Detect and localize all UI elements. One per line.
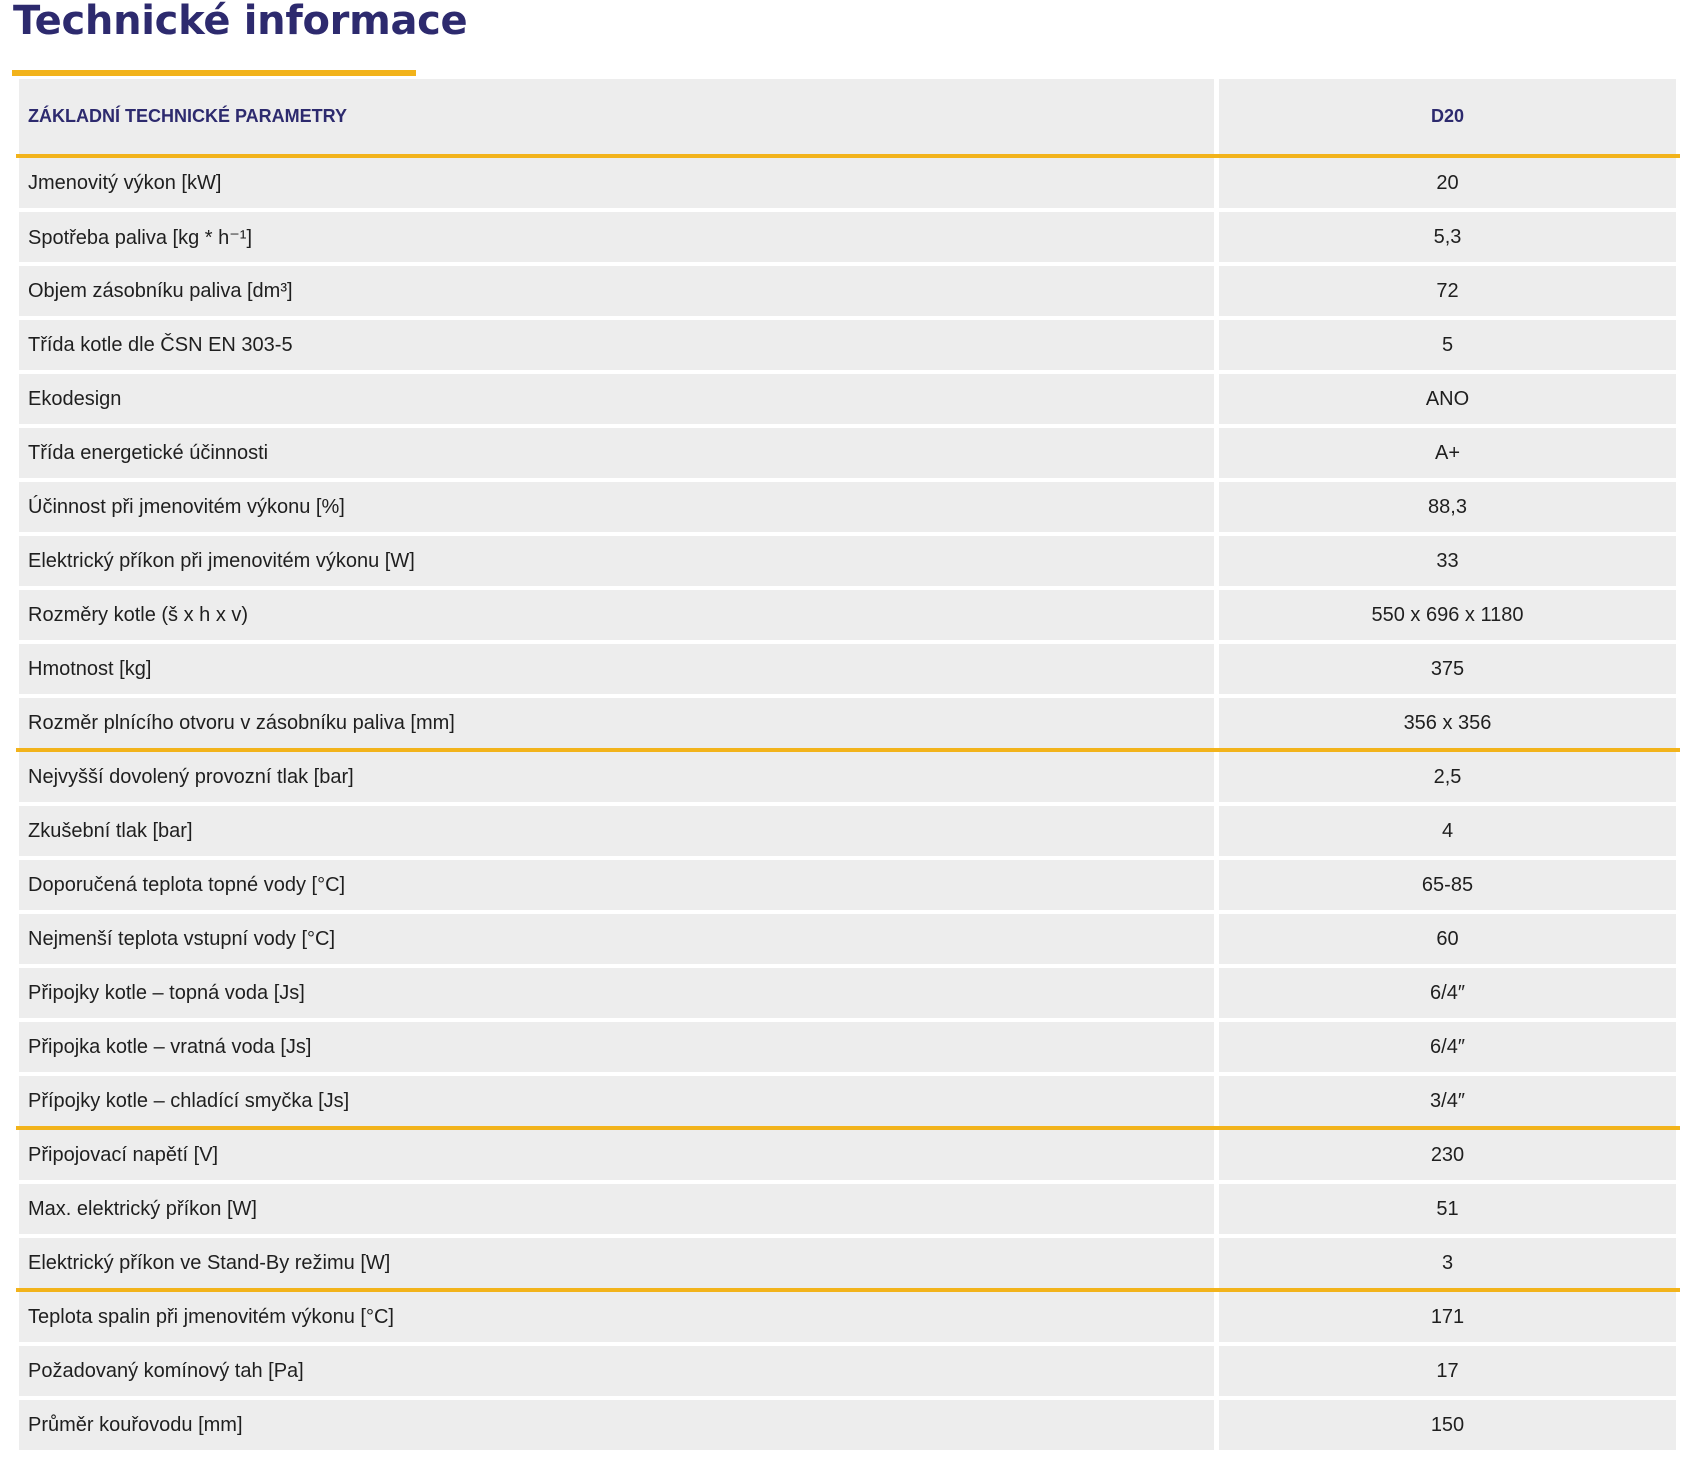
param-label: Rozměr plnícího otvoru v zásobníku paliva [mm] [19,698,1214,748]
param-value: 20 [1219,158,1676,208]
param-value: 60 [1219,914,1676,964]
title-underline [12,70,416,76]
param-label: Objem zásobníku paliva [dm³] [19,266,1214,316]
param-label: Nejvyšší dovolený provozní tlak [bar] [19,752,1214,802]
param-value: 3/4″ [1219,1076,1676,1126]
param-value: 171 [1219,1292,1676,1342]
param-label: Jmenovitý výkon [kW] [19,158,1214,208]
param-label: Připojka kotle – vratná voda [Js] [19,1022,1214,1072]
spec-table [19,79,1676,1450]
param-label: Spotřeba paliva [kg * h⁻¹] [19,212,1214,262]
param-value: 150 [1219,1400,1676,1450]
param-label: Průměr kouřovodu [mm] [19,1400,1214,1450]
param-value: 33 [1219,536,1676,586]
param-value: 4 [1219,806,1676,856]
param-label: Nejmenší teplota vstupní vody [°C] [19,914,1214,964]
param-value: 5 [1219,320,1676,370]
param-label: Elektrický příkon při jmenovitém výkonu [W] [19,536,1214,586]
param-value: 375 [1219,644,1676,694]
param-value: 2,5 [1219,752,1676,802]
param-label: Třída energetické účinnosti [19,428,1214,478]
page-title: Technické informace [13,0,468,44]
param-label: Rozměry kotle (š x h x v) [19,590,1214,640]
param-label: Max. elektrický příkon [W] [19,1184,1214,1234]
param-value: 6/4″ [1219,968,1676,1018]
param-value: 356 x 356 [1219,698,1676,748]
param-value: 17 [1219,1346,1676,1396]
header-model: D20 [1219,79,1676,154]
param-label: Připojky kotle – topná voda [Js] [19,968,1214,1018]
param-value: 72 [1219,266,1676,316]
param-value: 88,3 [1219,482,1676,532]
param-label: Elektrický příkon ve Stand-By režimu [W] [19,1238,1214,1288]
param-value: ANO [1219,374,1676,424]
param-label: Teplota spalin při jmenovitém výkonu [°C] [19,1292,1214,1342]
param-value: 65-85 [1219,860,1676,910]
param-label: Ekodesign [19,374,1214,424]
param-label: Hmotnost [kg] [19,644,1214,694]
header-param: ZÁKLADNÍ TECHNICKÉ PARAMETRY [19,79,1214,154]
param-value: 550 x 696 x 1180 [1219,590,1676,640]
param-value: 230 [1219,1130,1676,1180]
param-label: Účinnost při jmenovitém výkonu [%] [19,482,1214,532]
param-label: Připojovací napětí [V] [19,1130,1214,1180]
param-value: 3 [1219,1238,1676,1288]
param-value: 5,3 [1219,212,1676,262]
param-value: 51 [1219,1184,1676,1234]
param-label: Přípojky kotle – chladící smyčka [Js] [19,1076,1214,1126]
param-value: A+ [1219,428,1676,478]
param-label: Doporučená teplota topné vody [°C] [19,860,1214,910]
param-label: Požadovaný komínový tah [Pa] [19,1346,1214,1396]
param-label: Třída kotle dle ČSN EN 303-5 [19,320,1214,370]
param-value: 6/4″ [1219,1022,1676,1072]
param-label: Zkušební tlak [bar] [19,806,1214,856]
